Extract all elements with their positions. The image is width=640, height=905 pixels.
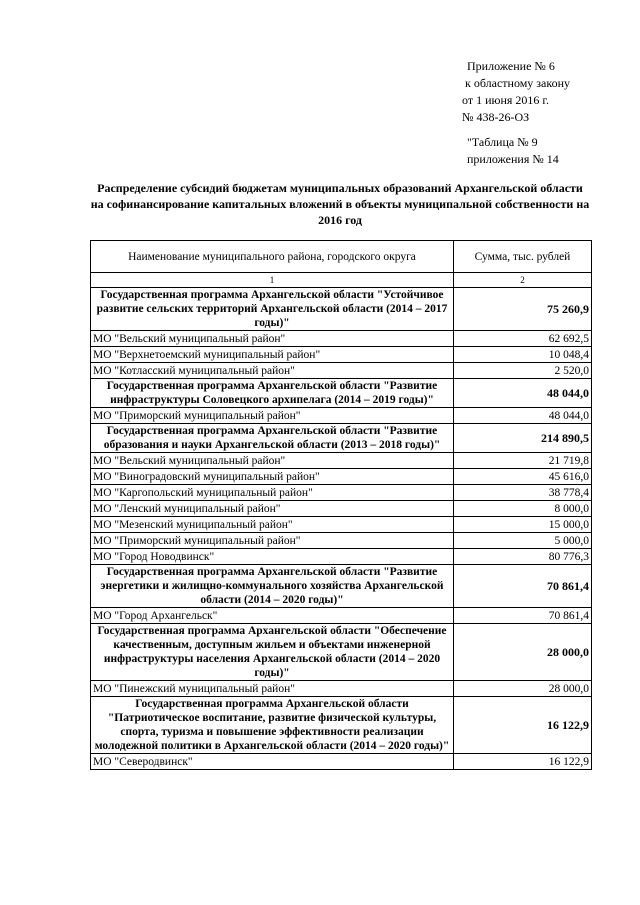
municipality-sum-cell: 45 616,0 (454, 469, 592, 485)
appendix-block (462, 58, 570, 168)
municipality-row (91, 408, 592, 424)
program-sum-cell: 70 861,4 (454, 565, 592, 608)
municipality-sum-cell: 8 000,0 (454, 501, 592, 517)
appendix-line: № 438-26-ОЗ (462, 110, 530, 124)
program-name-cell: Государственная программа Архангельской области "Развитие инфраструктуры Соловецкого архипелага (2014 – 2019 годы)" (91, 379, 454, 408)
municipality-name-cell: МО "Мезенский муниципальный район" (91, 517, 454, 533)
municipality-row (91, 608, 592, 624)
appendix-line: от 1 июня 2016 г. (462, 93, 549, 107)
municipality-sum-cell: 48 044,0 (454, 408, 592, 424)
header-sum-cell: Сумма, тыс. рублей (454, 241, 592, 273)
column-number-1: 1 (91, 273, 454, 288)
program-row (91, 424, 592, 453)
program-sum-cell: 48 044,0 (454, 379, 592, 408)
municipality-name-cell: МО "Верхнетоемский муниципальный район" (91, 347, 454, 363)
municipality-row (91, 754, 592, 770)
municipality-sum-cell: 80 776,3 (454, 549, 592, 565)
appendix-line: к областному закону (465, 76, 571, 90)
municipality-name-cell: МО "Город Архангельск" (91, 608, 454, 624)
program-name-cell: Государственная программа Архангельской области "Патриотическое воспитание, развитие физической культуры, спорта, туризма и повышение эффективности реализации молодежной политики в Архангельской области (2014 – 2020 годы)" (91, 697, 454, 754)
municipality-sum-cell: 28 000,0 (454, 681, 592, 697)
program-sum-cell: 28 000,0 (454, 624, 592, 681)
municipality-sum-cell: 70 861,4 (454, 608, 592, 624)
program-name-cell: Государственная программа Архангельской области "Развитие образования и науки Архангельской области (2013 – 2018 годы)" (91, 424, 454, 453)
municipality-row (91, 469, 592, 485)
municipality-name-cell: МО "Приморский муниципальный район" (91, 533, 454, 549)
program-name-cell: Государственная программа Архангельской области "Развитие энергетики и жилищно-коммунального хозяйства Архангельской области (2014 – 2020 годы)" (91, 565, 454, 608)
municipality-name-cell: МО "Северодвинск" (91, 754, 454, 770)
municipality-name-cell: МО "Каргопольский муниципальный район" (91, 485, 454, 501)
municipality-row (91, 485, 592, 501)
program-sum-cell: 214 890,5 (454, 424, 592, 453)
municipality-sum-cell: 21 719,8 (454, 453, 592, 469)
municipality-row (91, 681, 592, 697)
appendix-line: "Таблица № 9 (467, 135, 538, 149)
municipality-row (91, 453, 592, 469)
municipality-row (91, 517, 592, 533)
document-title: Распределение субсидий бюджетам муниципальных образований Архангельской области на софинансирование капитальных вложений в объекты муниципальной собственности на 2016 год (90, 181, 590, 227)
appendix-line: приложения № 14 (467, 152, 559, 166)
municipality-sum-cell: 15 000,0 (454, 517, 592, 533)
municipality-row (91, 347, 592, 363)
municipality-name-cell: МО "Вельский муниципальный район" (91, 331, 454, 347)
municipality-sum-cell: 16 122,9 (454, 754, 592, 770)
municipality-name-cell: МО "Виноградовский муниципальный район" (91, 469, 454, 485)
program-sum-cell: 16 122,9 (454, 697, 592, 754)
program-row (91, 288, 592, 331)
table-body (91, 241, 592, 770)
municipality-name-cell: МО "Ленский муниципальный район" (91, 501, 454, 517)
municipality-name-cell: МО "Пинежский муниципальный район" (91, 681, 454, 697)
municipality-name-cell: МО "Город Новодвинск" (91, 549, 454, 565)
municipality-sum-cell: 5 000,0 (454, 533, 592, 549)
municipality-sum-cell: 38 778,4 (454, 485, 592, 501)
municipality-row (91, 331, 592, 347)
column-number-row (91, 273, 592, 288)
municipality-name-cell: МО "Котласский муниципальный район" (91, 363, 454, 379)
column-number-2: 2 (454, 273, 592, 288)
program-name-cell: Государственная программа Архангельской области "Обеспечение качественным, доступным жильем и объектами инженерной инфраструктуры населения Архангельской области (2014 – 2020 годы)" (91, 624, 454, 681)
program-sum-cell: 75 260,9 (454, 288, 592, 331)
program-name-cell: Государственная программа Архангельской области "Устойчивое развитие сельских территорий Архангельской области (2014 – 2017 годы)" (91, 288, 454, 331)
municipality-row (91, 549, 592, 565)
municipality-row (91, 501, 592, 517)
municipality-sum-cell: 62 692,5 (454, 331, 592, 347)
table-header-row (91, 241, 592, 273)
program-row (91, 379, 592, 408)
header-name-cell: Наименование муниципального района, городского округа (91, 241, 454, 273)
municipality-row (91, 363, 592, 379)
municipality-name-cell: МО "Вельский муниципальный район" (91, 453, 454, 469)
program-row (91, 624, 592, 681)
municipality-sum-cell: 10 048,4 (454, 347, 592, 363)
municipality-row (91, 533, 592, 549)
program-row (91, 697, 592, 754)
appendix-line: Приложение № 6 (467, 59, 555, 73)
municipality-sum-cell: 2 520,0 (454, 363, 592, 379)
municipality-name-cell: МО "Приморский муниципальный район" (91, 408, 454, 424)
program-row (91, 565, 592, 608)
subsidy-table (90, 240, 592, 770)
